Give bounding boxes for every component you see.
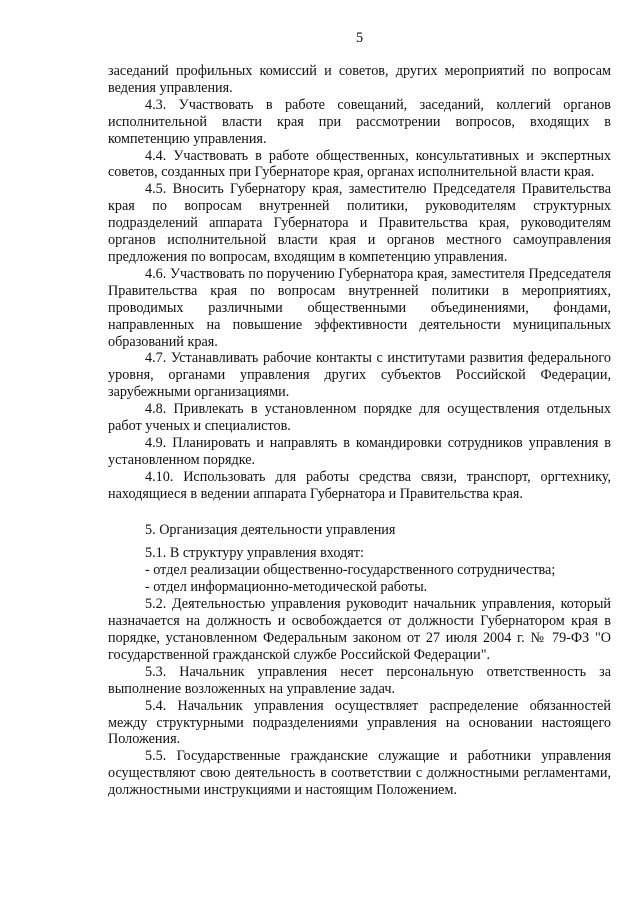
section-heading: 5. Организация деятельности управления (145, 521, 396, 538)
page-number: 5 (355, 30, 364, 46)
paragraph-4-6: 4.6. Участвовать по поручению Губернатора края, заместителя Председателя Правительства края по вопросам внутренней политики в мероприятиях, проводимых различными общественными объединениями, фондами, направленных на повышение эффективности деятельности муниципальных образований края. (108, 265, 611, 350)
structure-list-item: - отдел информационно-методической работы. (145, 579, 428, 596)
paragraph-4-9: 4.9. Планировать и направлять в командировки сотрудников управления в установленном порядке. (108, 434, 611, 468)
paragraph-continuation: заседаний профильных комиссий и советов, других мероприятий по вопросам ведения управления. (108, 63, 611, 96)
paragraph-4-5: 4.5. Вносить Губернатору края, заместителю Председателя Правительства края по вопросам внутренней политики, руководителям структурных подразделений аппарата Губернатора и Правительства края, руководителям органов исполнительной власти края и органов местного самоуправления предложения по вопросам, входящим в компетенцию управления. (108, 181, 611, 265)
paragraph-5-4: 5.4. Начальник управления осуществляет распределение обязанностей между структурными подразделениями управления на основании настоящего Положения. (108, 697, 611, 748)
paragraph-5-2: 5.2. Деятельностью управления руководит начальник управления, который назначается на должность и освобождается от должности Губернатором края в порядке, установленном Федеральным законом от 27 июля 2004 г. № 79-ФЗ "О государственной гражданской службе Российской Федерации". (108, 596, 611, 663)
document-page (108, 30, 611, 799)
paragraph-4-8: 4.8. Привлекать в установленном порядке для осуществления отдельных работ ученых и специалистов. (108, 401, 611, 435)
structure-list-item: - отдел реализации общественно-государственного сотрудничества; (145, 562, 556, 579)
paragraph-5-1: 5.1. В структуру управления входят: (145, 545, 364, 562)
paragraph-5-3: 5.3. Начальник управления несет персональную ответственность за выполнение возложенных на управление задач. (108, 663, 611, 697)
paragraph-4-7: 4.7. Устанавливать рабочие контакты с институтами развития федерального уровня, органами управления других субъектов Российской Федерации, зарубежными организациями. (108, 350, 611, 401)
paragraph-4-4: 4.4. Участвовать в работе общественных, консультативных и экспертных советов, созданных при Губернаторе края, органах исполнительной власти края. (108, 147, 611, 181)
paragraph-4-3: 4.3. Участвовать в работе совещаний, заседаний, коллегий органов исполнительной власти края при рассмотрении вопросов, входящих в компетенцию управления. (108, 96, 611, 147)
paragraph-5-5: 5.5. Государственные гражданские служащие и работники управления осуществляют свою деятельность в соответствии с должностными регламентами, должностными инструкциями и настоящим Положением. (108, 748, 611, 799)
paragraph-4-10: 4.10. Использовать для работы средства связи, транспорт, оргтехнику, находящиеся в ведении аппарата Губернатора и Правительства края. (108, 468, 611, 502)
